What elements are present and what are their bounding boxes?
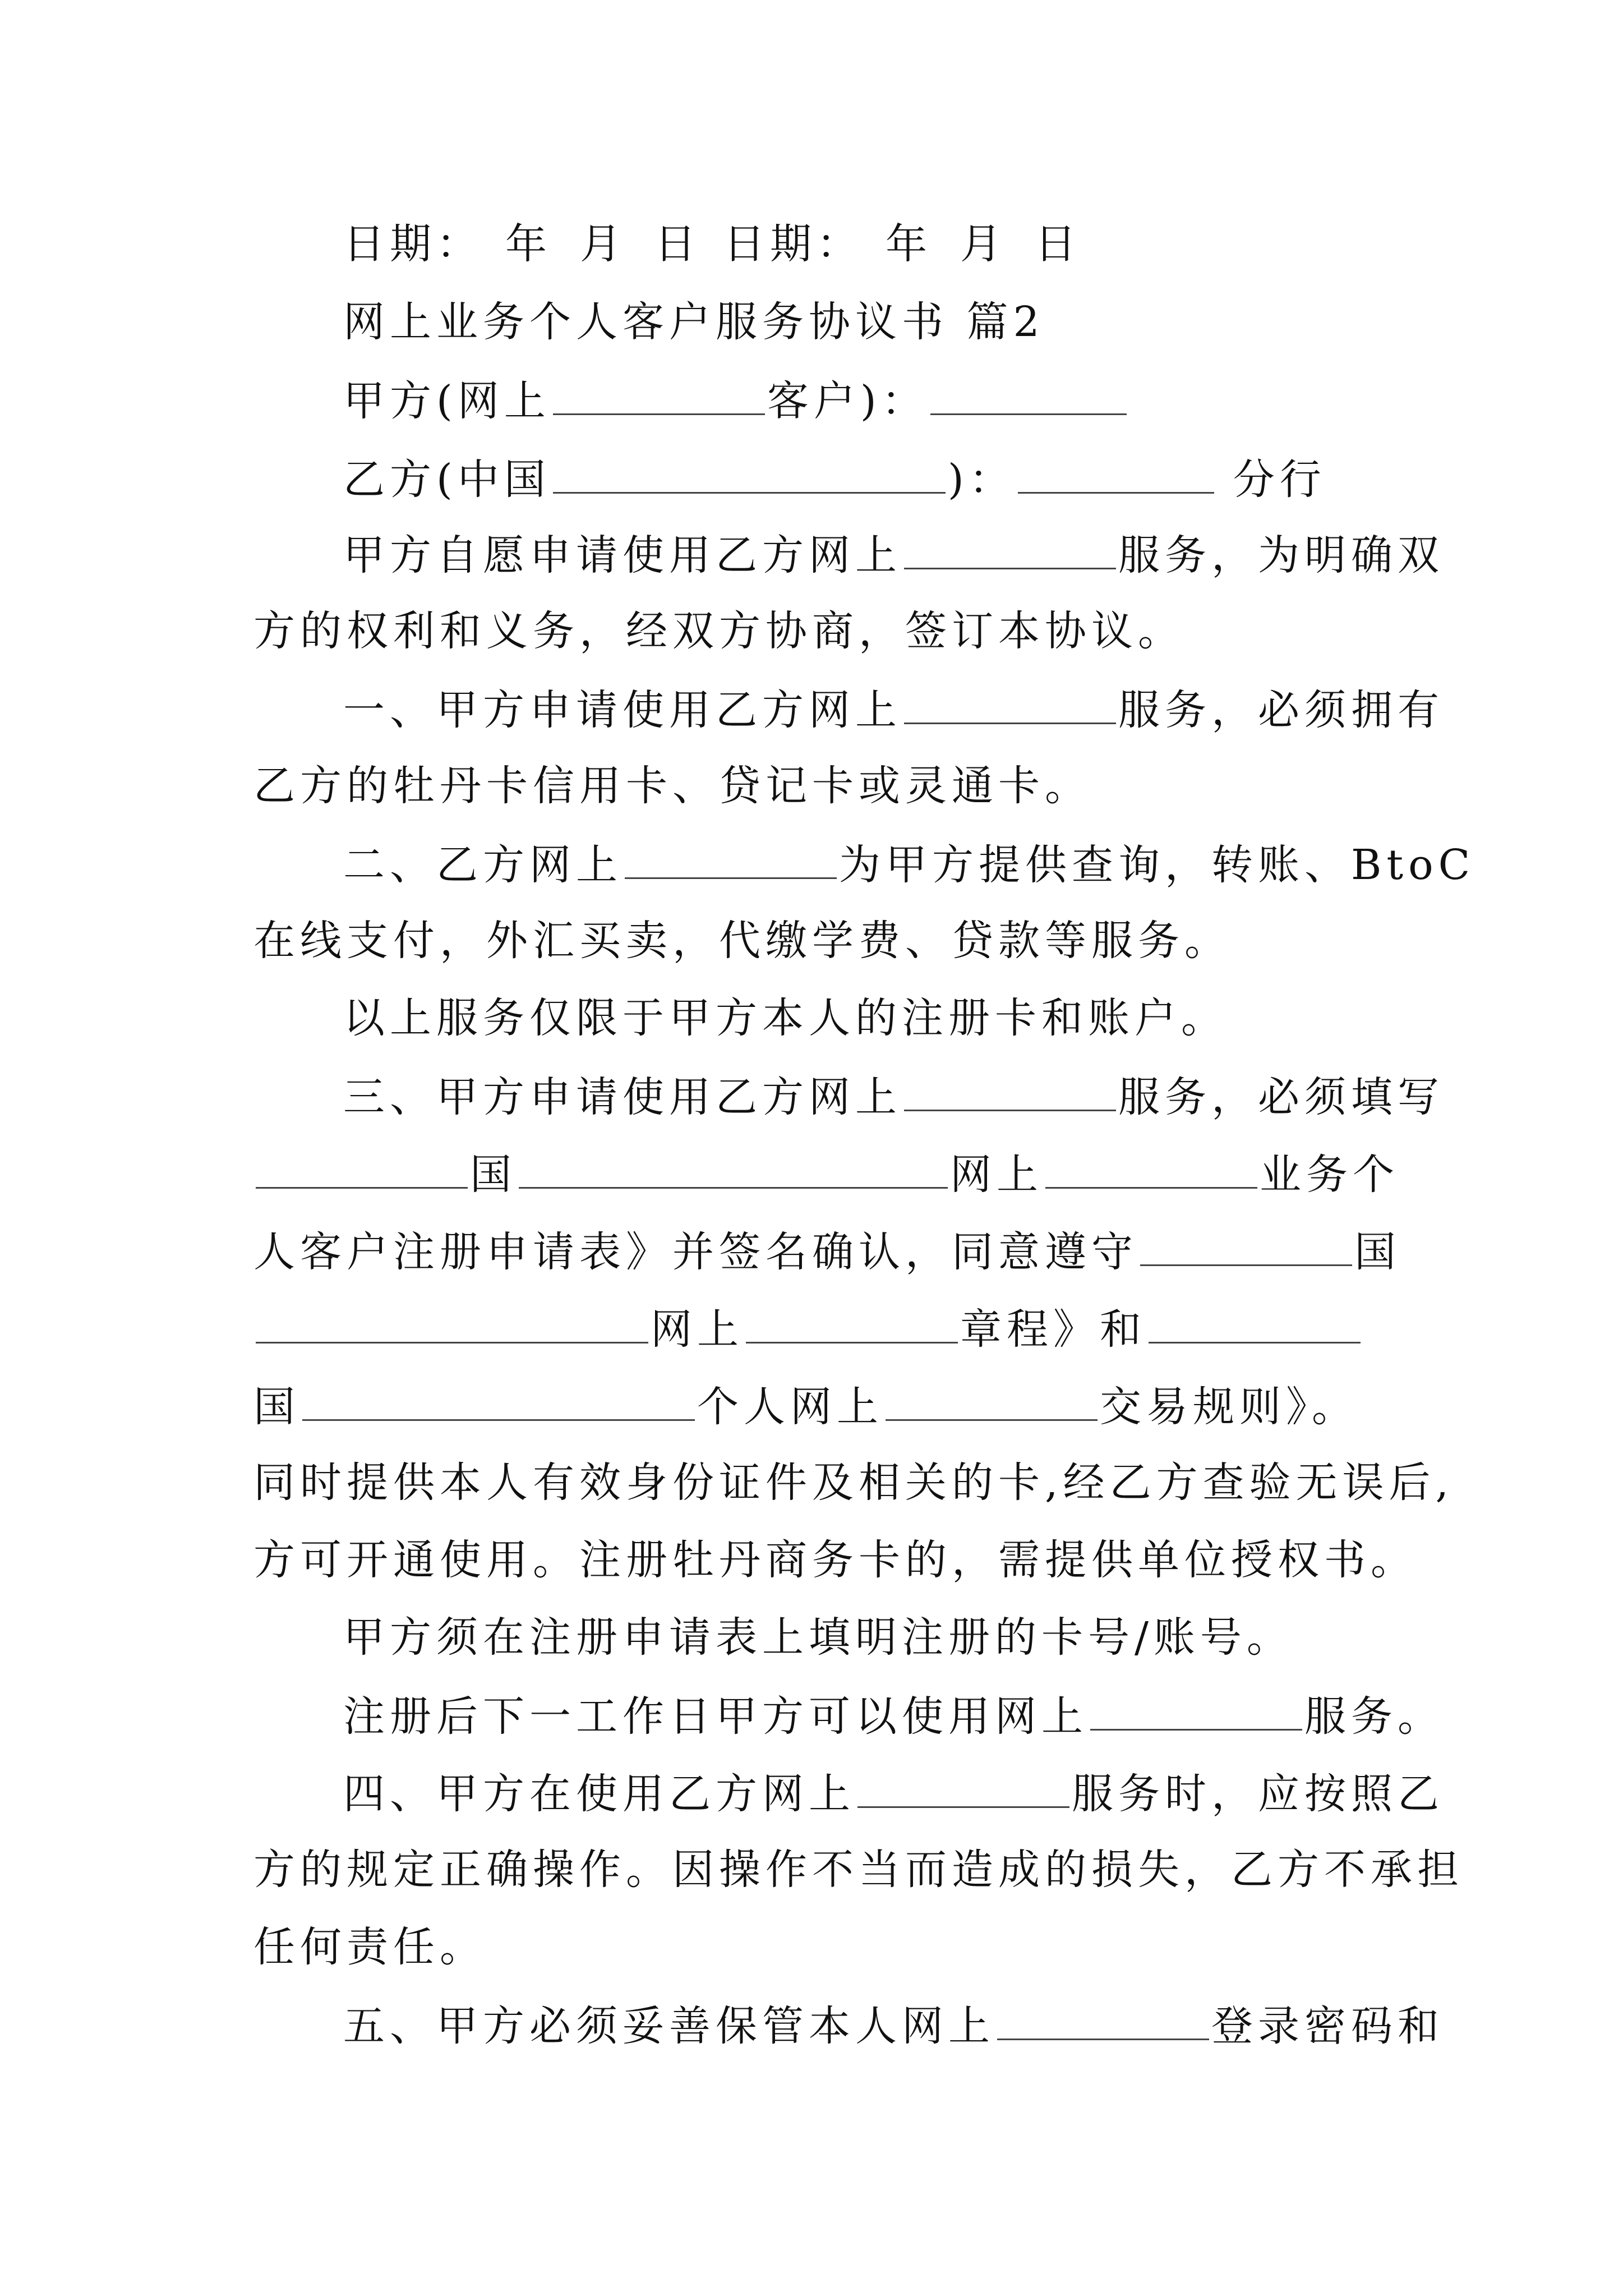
text-span: 甲方须在注册申请表上填明注册的卡号/账号。: [343, 1613, 1293, 1662]
clause4-line-1: [343, 1770, 1444, 1818]
clause4-line-3: [253, 1923, 486, 1971]
text-span: 注册后下一工作日甲方可以使用网上: [343, 1692, 1088, 1741]
clause3-line-7: [253, 1536, 1417, 1584]
text-span: 国: [253, 1383, 300, 1431]
month-label-a: 月: [580, 220, 626, 268]
text-span: 四、甲方在使用乙方网上: [343, 1770, 855, 1818]
date-label-a: 日期：: [343, 220, 483, 268]
document-title: [343, 298, 1045, 346]
blank-field: [857, 1772, 1069, 1808]
text-span: 为甲方提供查询，转账、BtoC: [839, 841, 1476, 889]
blank-field: [930, 379, 1127, 415]
text-span: 乙方的牡丹卡信用卡、贷记卡或灵通卡。: [253, 762, 1091, 810]
text-span: 方的权利和义务，经双方协商，签订本协议。: [253, 607, 1184, 655]
blank-field: [1090, 1694, 1302, 1731]
party-b-suffix: 分行: [1233, 455, 1326, 504]
blank-field: [746, 1307, 958, 1343]
blank-field: [256, 1307, 648, 1343]
party-a-prefix: 甲方(网上: [343, 377, 551, 425]
clause2-line-2: [253, 917, 1231, 965]
blank-field: [904, 688, 1116, 724]
blank-field: [302, 1384, 695, 1421]
blank-field: [997, 2004, 1209, 2040]
year-label-a: 年: [505, 220, 552, 268]
blank-field: [904, 533, 1116, 569]
blank-field: [553, 379, 765, 415]
clause2-line-1: [343, 841, 1476, 889]
clause2-note: [343, 994, 1228, 1042]
text-span: 服务时，应按照乙: [1072, 1770, 1444, 1818]
text-span: 一、甲方申请使用乙方网上: [343, 686, 902, 734]
text-span: 登录密码和: [1211, 2002, 1444, 2050]
party-a-middle: 客户)：: [767, 377, 928, 425]
intro-line-1: [343, 531, 1444, 579]
text-span: 网上: [950, 1151, 1043, 1199]
clause1-line-2: [253, 762, 1091, 810]
month-label-b: 月: [960, 220, 1007, 268]
blank-field: [904, 1075, 1116, 1111]
clause5-line-1: [343, 2002, 1444, 2050]
day-label-b: 日: [1035, 220, 1081, 268]
text-span: 服务，为明确双: [1118, 531, 1444, 579]
blank-field: [625, 843, 837, 879]
text-span: 同时提供本人有效身份证件及相关的卡,经乙方查验无误后,: [253, 1458, 1454, 1507]
clause3-line-3: [253, 1228, 1401, 1276]
clause3-note-2: [343, 1692, 1444, 1741]
text-span: 个人网上: [697, 1383, 883, 1431]
text-span: 业务个: [1260, 1151, 1399, 1199]
text-span: 服务，必须拥有: [1118, 686, 1444, 734]
text-span: 服务。: [1304, 1692, 1444, 1741]
party-b-middle: )：: [947, 455, 1016, 504]
text-span: 国: [470, 1151, 517, 1199]
text-span: 三、甲方申请使用乙方网上: [343, 1073, 902, 1121]
intro-line-2: [253, 607, 1184, 655]
clause3-line-2: [253, 1151, 1399, 1199]
text-span: 方可开通使用。注册牡丹商务卡的，需提供单位授权书。: [253, 1536, 1417, 1584]
clause3-line-5: [253, 1383, 1358, 1431]
date-label-b: 日期：: [723, 220, 863, 268]
blank-field: [1149, 1307, 1361, 1343]
party-b-prefix: 乙方(中国: [343, 455, 551, 504]
date-line: [343, 220, 1081, 268]
clause3-line-6: [253, 1458, 1454, 1507]
blank-field: [1140, 1230, 1352, 1266]
text-span: 服务，必须填写: [1118, 1073, 1444, 1121]
blank-field: [886, 1384, 1098, 1421]
clause3-note-1: [343, 1613, 1293, 1662]
blank-field: [256, 1152, 468, 1189]
text-span: 在线支付，外汇买卖，代缴学费、贷款等服务。: [253, 917, 1231, 965]
clause4-line-2: [253, 1846, 1464, 1894]
text-span: 人客户注册申请表》并签名确认，同意遵守: [253, 1228, 1138, 1276]
day-label-a: 日: [654, 220, 701, 268]
title-text: 网上业务个人客户服务协议书 篇2: [343, 298, 1045, 346]
text-span: 网上: [651, 1305, 744, 1354]
text-span: 国: [1354, 1228, 1401, 1276]
text-span: 以上服务仅限于甲方本人的注册卡和账户。: [343, 994, 1228, 1042]
year-label-b: 年: [886, 220, 932, 268]
clause3-line-4: [253, 1305, 1363, 1354]
text-span: 方的规定正确操作。因操作不当而造成的损失，乙方不承担: [253, 1846, 1464, 1894]
text-span: 二、乙方网上: [343, 841, 623, 889]
blank-field: [1045, 1152, 1257, 1189]
party-b-line: [343, 455, 1326, 504]
text-span: 甲方自愿申请使用乙方网上: [343, 531, 902, 579]
clause1-line-1: [343, 686, 1444, 734]
text-span: 五、甲方必须妥善保管本人网上: [343, 2002, 995, 2050]
clause3-line-1: [343, 1073, 1444, 1121]
blank-field: [553, 457, 946, 494]
text-span: 任何责任。: [253, 1923, 486, 1971]
blank-field: [1018, 457, 1214, 494]
text-span: 交易规则》。: [1100, 1383, 1358, 1431]
blank-field: [519, 1152, 948, 1189]
text-span: 章程》和: [960, 1305, 1146, 1354]
party-a-line: [343, 377, 1129, 425]
